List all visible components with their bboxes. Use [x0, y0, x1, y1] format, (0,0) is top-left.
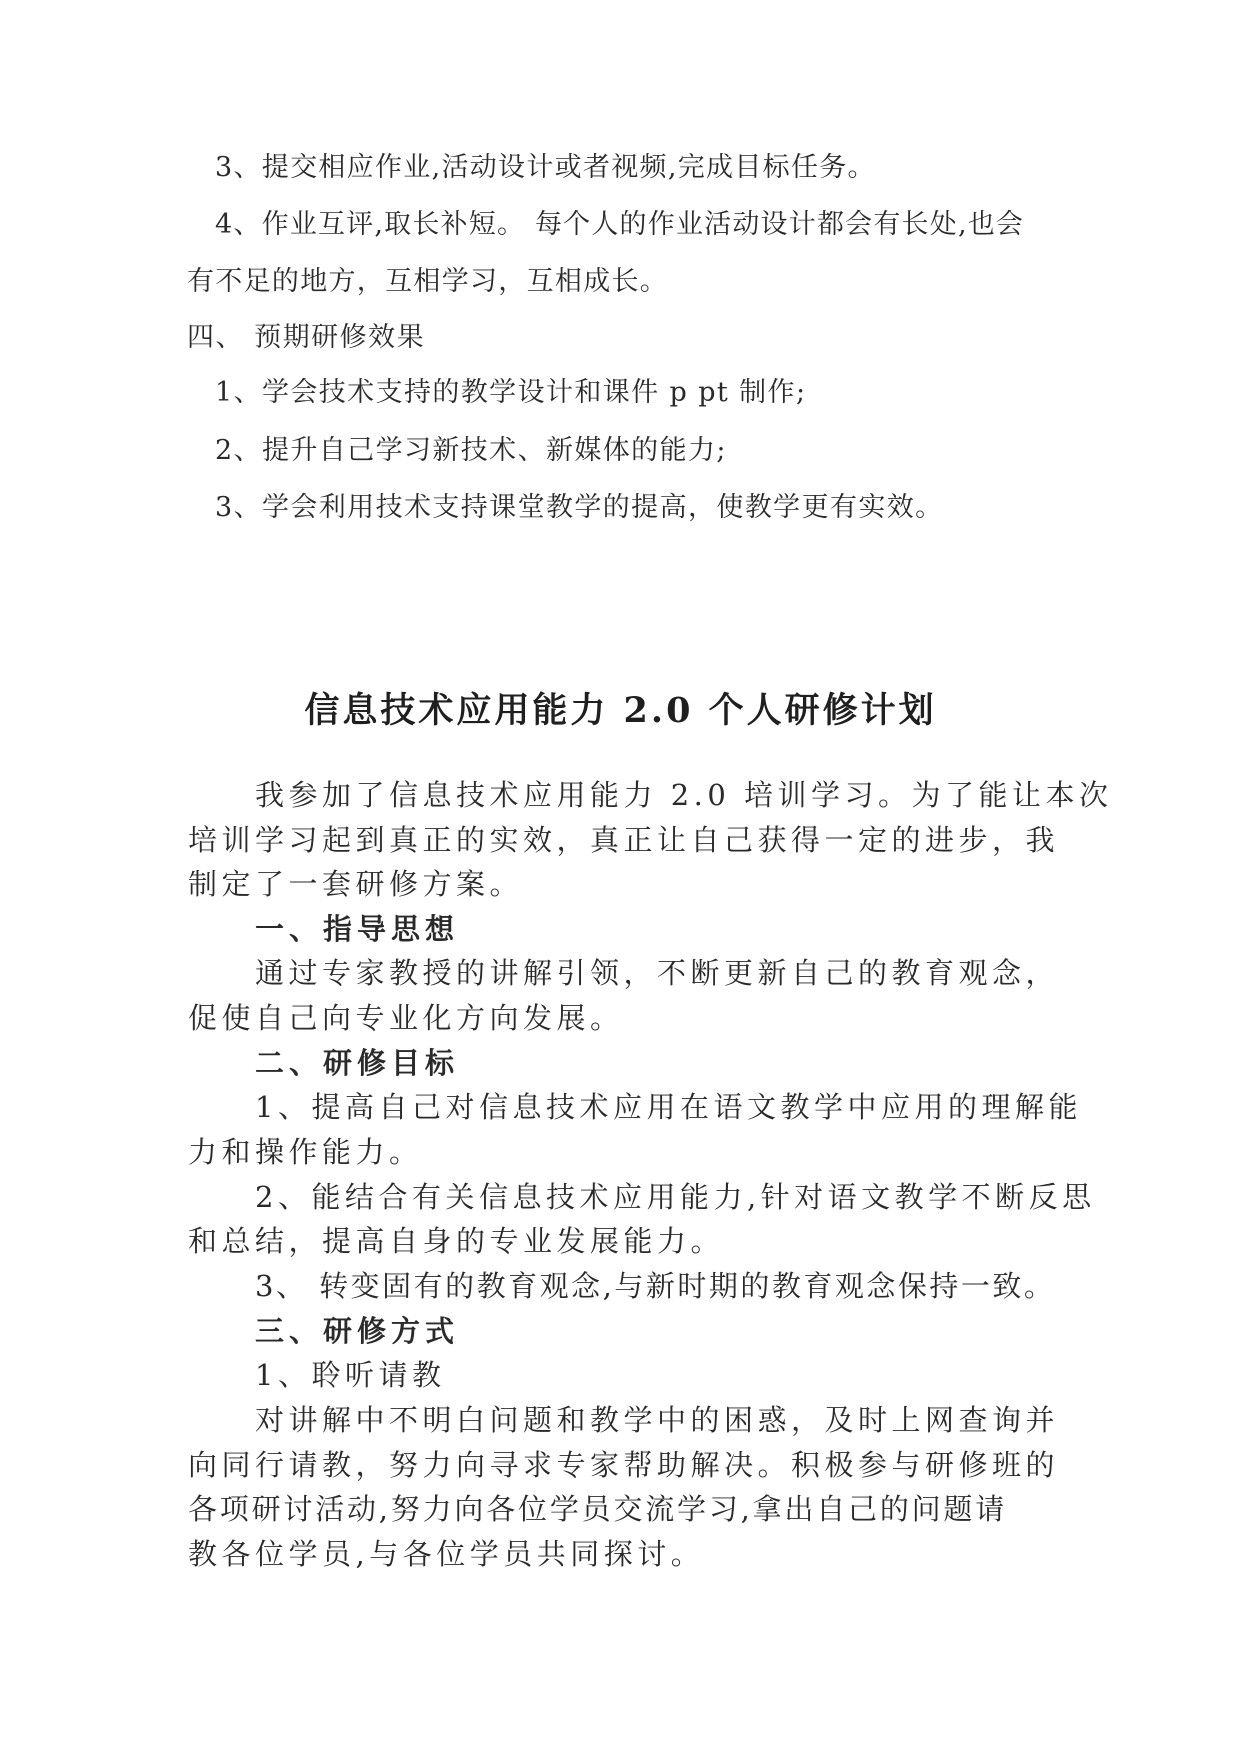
s3-line-1: 1、聆听请教	[255, 1358, 446, 1392]
s3-line-4: 各项研讨活动,努力向各位学员交流学习,拿出自己的问题请	[188, 1492, 1008, 1526]
section-3-heading: 三、研修方式	[255, 1314, 460, 1348]
s2-line-1: 1、提高自己对信息技术应用在语文教学中应用的理解能	[255, 1090, 1082, 1124]
section-4-heading: 四、 预期研修效果	[187, 322, 426, 353]
effect-item-2: 2、提升自己学习新技术、新媒体的能力;	[215, 435, 727, 466]
task-item-4-line1: 4、作业互评,取长补短。 每个人的作业活动设计都会有长处,也会	[215, 209, 1025, 240]
s2-line-5: 3、 转变固有的教育观念,与新时期的教育观念保持一致。	[255, 1269, 1056, 1303]
section-1-heading: 一、指导思想	[255, 912, 460, 946]
s2-line-4: 和总结，提高自身的专业发展能力。	[188, 1224, 725, 1258]
intro-line-2: 培训学习起到真正的实效，真正让自己获得一定的进步，我	[188, 823, 1060, 857]
s1-line-2: 促使自己向专业化方向发展。	[188, 1001, 624, 1035]
s3-line-3: 向同行请教，努力向寻求专家帮助解决。积极参与研修班的	[188, 1448, 1060, 1482]
s2-line-2: 力和操作能力。	[188, 1135, 423, 1169]
effect-item-3: 3、学会利用技术支持课堂教学的提高，使教学更有实效。	[215, 492, 944, 523]
section-2-heading: 二、研修目标	[255, 1046, 460, 1080]
s3-line-2: 对讲解中不明白问题和教学中的困惑，及时上网查询并	[255, 1403, 1060, 1437]
task-item-4-line2: 有不足的地方，互相学习，互相成长。	[187, 266, 669, 297]
s1-line-1: 通过专家教授的讲解引领，不断更新自己的教育观念，	[255, 956, 1060, 990]
intro-line-1: 我参加了信息技术应用能力 2.0 培训学习。为了能让本次	[255, 778, 1113, 812]
plan-title: 信息技术应用能力 2.0 个人研修计划	[304, 690, 937, 731]
intro-line-3: 制定了一套研修方案。	[188, 867, 524, 901]
effect-item-1: 1、学会技术支持的教学设计和课件 p pt 制作;	[215, 377, 807, 408]
s2-line-3: 2、能结合有关信息技术应用能力,针对语文教学不断反思	[255, 1180, 1096, 1214]
task-item-3: 3、提交相应作业,活动设计或者视频,完成目标任务。	[215, 152, 876, 183]
s3-line-5: 教各位学员,与各位学员共同探讨。	[188, 1537, 705, 1571]
